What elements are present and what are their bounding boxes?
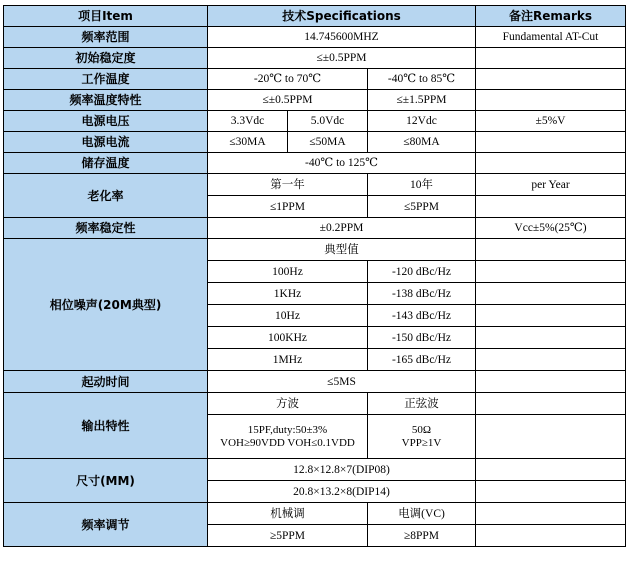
phase-noise-typical: 典型值 bbox=[208, 239, 476, 261]
remark-startup bbox=[476, 371, 626, 393]
value-storage-temp: -40℃ to 125℃ bbox=[208, 153, 476, 174]
label-op-temp: 工作温度 bbox=[4, 69, 208, 90]
label-freq-range: 频率范围 bbox=[4, 27, 208, 48]
header-remarks: 备注Remarks bbox=[476, 6, 626, 27]
remark-storage-temp bbox=[476, 153, 626, 174]
remark-freq-temp bbox=[476, 90, 626, 111]
value-supply-voltage-1: 3.3Vdc bbox=[208, 111, 288, 132]
row-storage-temp bbox=[4, 153, 626, 174]
row-startup bbox=[4, 371, 626, 393]
value-freq-stability: ±0.2PPM bbox=[208, 218, 476, 239]
aging-year1-value: ≤1PPM bbox=[208, 196, 368, 218]
row-freq-temp bbox=[4, 90, 626, 111]
remark-supply-voltage: ±5%V bbox=[476, 111, 626, 132]
row-tuning-header bbox=[4, 503, 626, 525]
remark-supply-current bbox=[476, 132, 626, 153]
label-phase-noise: 相位噪声(20M典型) bbox=[4, 239, 208, 371]
remark-tuning-empty bbox=[476, 525, 626, 547]
label-init-stability: 初始稳定度 bbox=[4, 48, 208, 69]
value-supply-current-2: ≤50MA bbox=[288, 132, 368, 153]
value-supply-current-1: ≤30MA bbox=[208, 132, 288, 153]
value-size-1: 12.8×12.8×7(DIP08) bbox=[208, 459, 476, 481]
output-sine-line2: VPP≥1V bbox=[401, 436, 442, 449]
row-freq-range bbox=[4, 27, 626, 48]
aging-year10-header: 10年 bbox=[368, 174, 476, 196]
phase-noise-level: -120 dBc/Hz bbox=[368, 261, 476, 283]
remark-freq-stability: Vcc±5%(25℃) bbox=[476, 218, 626, 239]
spec-table bbox=[3, 5, 626, 547]
value-size-2: 20.8×13.2×8(DIP14) bbox=[208, 481, 476, 503]
value-freq-temp-1: ≤±0.5PPM bbox=[208, 90, 368, 111]
row-init-stability bbox=[4, 48, 626, 69]
remark-phase-noise bbox=[476, 239, 626, 261]
remark-empty bbox=[476, 305, 626, 327]
label-tuning: 频率调节 bbox=[4, 503, 208, 547]
remark-tuning bbox=[476, 503, 626, 525]
remark-size-empty bbox=[476, 481, 626, 503]
value-startup: ≤5MS bbox=[208, 371, 476, 393]
value-init-stability: ≤±0.5PPM bbox=[208, 48, 476, 69]
remark-aging-empty bbox=[476, 196, 626, 218]
row-freq-stability bbox=[4, 218, 626, 239]
output-sine-values bbox=[368, 415, 476, 459]
remark-output bbox=[476, 393, 626, 415]
remark-aging: per Year bbox=[476, 174, 626, 196]
output-square-header: 方波 bbox=[208, 393, 368, 415]
value-op-temp-1: -20℃ to 70℃ bbox=[208, 69, 368, 90]
output-square-line2: VOH≥90VDD VOH≤0.1VDD bbox=[220, 436, 355, 449]
remark-empty bbox=[476, 283, 626, 305]
label-size: 尺寸(MM) bbox=[4, 459, 208, 503]
row-size-1 bbox=[4, 459, 626, 481]
label-startup: 起动时间 bbox=[4, 371, 208, 393]
header-row bbox=[4, 6, 626, 27]
remark-output-empty bbox=[476, 415, 626, 459]
label-aging: 老化率 bbox=[4, 174, 208, 218]
remark-empty bbox=[476, 327, 626, 349]
tuning-mechanical-header: 机械调 bbox=[208, 503, 368, 525]
row-output-header bbox=[4, 393, 626, 415]
header-item: 项目Item bbox=[4, 6, 208, 27]
tuning-vc-header: 电调(VC) bbox=[368, 503, 476, 525]
label-supply-current: 电源电流 bbox=[4, 132, 208, 153]
label-storage-temp: 储存温度 bbox=[4, 153, 208, 174]
output-square-values bbox=[208, 415, 368, 459]
remark-size bbox=[476, 459, 626, 481]
remark-op-temp bbox=[476, 69, 626, 90]
row-supply-current bbox=[4, 132, 626, 153]
value-freq-temp-2: ≤±1.5PPM bbox=[368, 90, 476, 111]
phase-noise-level: -143 dBc/Hz bbox=[368, 305, 476, 327]
aging-year1-header: 第一年 bbox=[208, 174, 368, 196]
phase-noise-offset: 1KHz bbox=[208, 283, 368, 305]
value-supply-voltage-3: 12Vdc bbox=[368, 111, 476, 132]
value-supply-current-3: ≤80MA bbox=[368, 132, 476, 153]
aging-year10-value: ≤5PPM bbox=[368, 196, 476, 218]
row-op-temp bbox=[4, 69, 626, 90]
remark-empty bbox=[476, 349, 626, 371]
header-spec: 技术Specifications bbox=[208, 6, 476, 27]
output-sine-header: 正弦波 bbox=[368, 393, 476, 415]
tuning-vc-value: ≥8PPM bbox=[368, 525, 476, 547]
remark-freq-range: Fundamental AT-Cut bbox=[476, 27, 626, 48]
phase-noise-offset: 10Hz bbox=[208, 305, 368, 327]
remark-init-stability bbox=[476, 48, 626, 69]
phase-noise-offset: 100Hz bbox=[208, 261, 368, 283]
phase-noise-level: -138 dBc/Hz bbox=[368, 283, 476, 305]
value-op-temp-2: -40℃ to 85℃ bbox=[368, 69, 476, 90]
value-supply-voltage-2: 5.0Vdc bbox=[288, 111, 368, 132]
row-aging-header bbox=[4, 174, 626, 196]
label-output: 输出特性 bbox=[4, 393, 208, 459]
label-supply-voltage: 电源电压 bbox=[4, 111, 208, 132]
phase-noise-offset: 100KHz bbox=[208, 327, 368, 349]
label-freq-temp: 频率温度特性 bbox=[4, 90, 208, 111]
tuning-mechanical-value: ≥5PPM bbox=[208, 525, 368, 547]
output-square-line1: 15PF,duty:50±3% bbox=[247, 423, 328, 436]
phase-noise-level: -165 dBc/Hz bbox=[368, 349, 476, 371]
value-freq-range: 14.745600MHZ bbox=[208, 27, 476, 48]
row-supply-voltage bbox=[4, 111, 626, 132]
phase-noise-level: -150 dBc/Hz bbox=[368, 327, 476, 349]
row-phase-noise-header bbox=[4, 239, 626, 261]
remark-empty bbox=[476, 261, 626, 283]
output-sine-line1: 50Ω bbox=[411, 423, 432, 436]
label-freq-stability: 频率稳定性 bbox=[4, 218, 208, 239]
phase-noise-offset: 1MHz bbox=[208, 349, 368, 371]
